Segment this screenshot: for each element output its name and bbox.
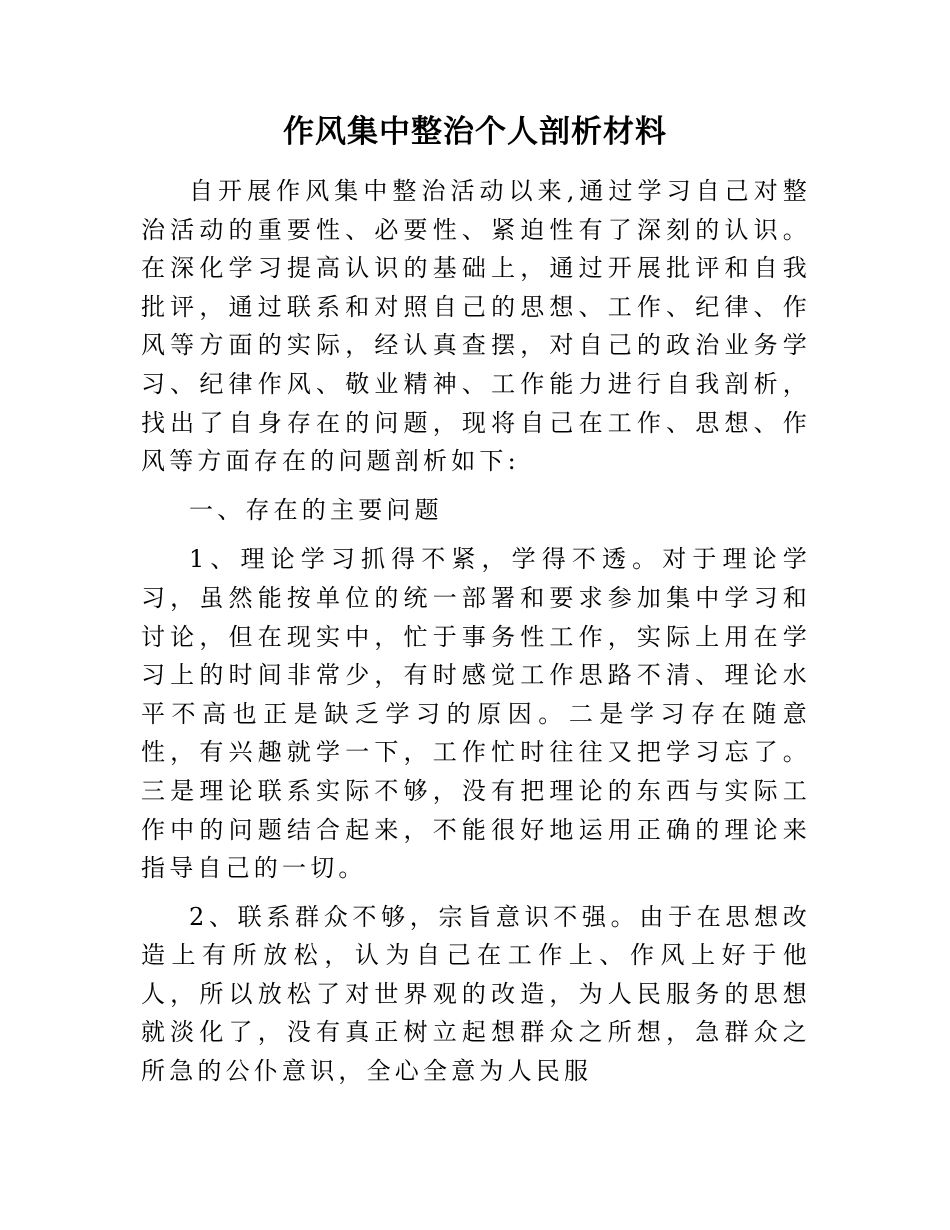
document-title: 作风集中整治个人剖析材料 <box>283 114 667 150</box>
problem-item-1-paragraph: 1、理论学习抓得不紧，学得不透。对于理论学习，虽然能按单位的统一部署和要求参加集中学习和讨论，但在现实中，忙于事务性工作，实际上用在学习上的时间非常少，有时感觉工作思路不清、理论水平不高也正是缺乏学习的原因。二是学习存在随意性，有兴趣就学一下，工作忙时往往又把学习忘了。三是理论联系实际不够，没有把理论的东西与实际工作中的问题结合起来，不能很好地运用正确的理论来指导自己的一切。 <box>141 545 811 883</box>
problem-item-2-paragraph: 2、联系群众不够，宗旨意识不强。由于在思想改造上有所放松，认为自己在工作上、作风上好于他人，所以放松了对世界观的改造，为人民服务的思想就淡化了，没有真正树立起想群众之所想，急群众之所急的公仆意识，全心全意为人民服 <box>141 902 811 1086</box>
section-heading-main-problems: 一、存在的主要问题 <box>189 495 443 524</box>
document-body <box>141 172 811 1091</box>
intro-paragraph: 自开展作风集中整治活动以来,通过学习自己对整治活动的重要性、必要性、紧迫性有了深刻的认识。在深化学习提高认识的基础上，通过开展批评和自我批评，通过联系和对照自己的思想、工作、纪律、作风等方面的实际，经认真查摆，对自己的政治业务学习、纪律作风、敬业精神、工作能力进行自我剖析，找出了自身存在的问题，现将自己在工作、思想、作风等方面存在的问题剖析如下: <box>141 177 811 476</box>
